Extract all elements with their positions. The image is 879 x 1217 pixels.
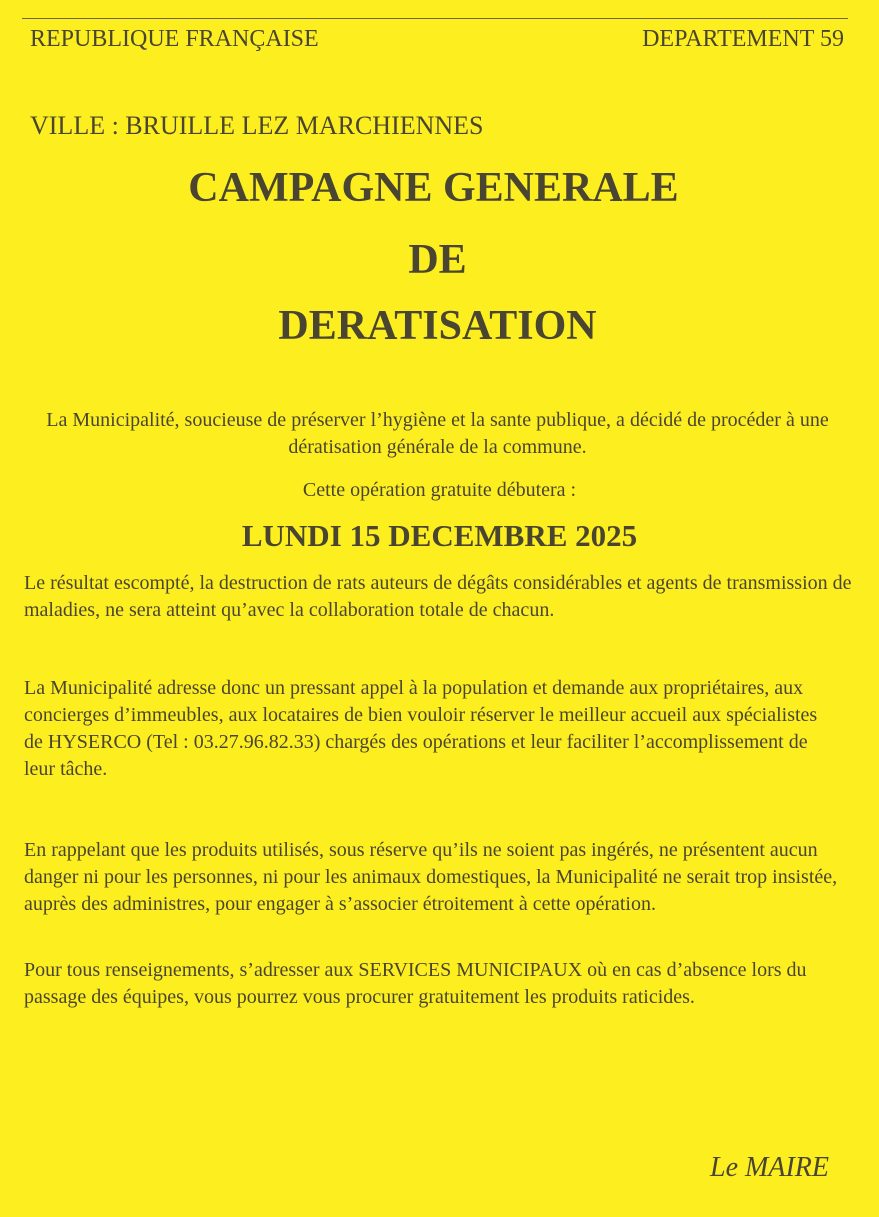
campaign-date: LUNDI 15 DECEMBRE 2025 (241, 518, 638, 553)
mayor-signature: Le MAIRE (710, 1152, 829, 1183)
result-paragraph: Le résultat escompté, la destruction de rats auteurs de dégâts considérables et agents de transmission de maladies, ne sera atteint qu’avec la collaboration totale de chacun. (24, 572, 852, 621)
title-line-3: DERATISATION (278, 303, 597, 349)
title-line-2: DE (408, 237, 467, 283)
appeal-paragraph: La Municipalité adresse donc un pressant appel à la population et demande aux propriétaires, aux concierges d’immeubles, aux locataires de bien vouloir réserver le meilleur accueil aux spécialistes de HYSERCO (Tel : 03.27.96.82.33) chargés des opérations et leur faciliter l’accomplissement de leur tâche. (24, 677, 818, 780)
title-line-1: CAMPAGNE GENERALE (188, 165, 679, 211)
top-rule-divider (22, 18, 848, 19)
header-department: DEPARTEMENT 59 (642, 26, 844, 52)
reminder-paragraph: En rappelant que les produits utilisés, sous réserve qu’ils ne soient pas ingérés, ne présentent aucun danger ni pour les personnes, ni pour les animaux domestiques, la Municipalité ne serait trop insistée, auprès des administres, pour engager à s’associer étroitement à cette opération. (24, 839, 838, 915)
header-republic: REPUBLIQUE FRANÇAISE (30, 26, 319, 52)
start-announcement: Cette opération gratuite débutera : (302, 479, 577, 501)
info-paragraph: Pour tous renseignements, s’adresser aux SERVICES MUNICIPAUX où en cas d’absence lors du passage des équipes, vous pourrez vous procurer gratuitement les produits raticides. (24, 959, 807, 1008)
city-line: VILLE : BRUILLE LEZ MARCHIENNES (30, 111, 484, 140)
intro-paragraph: La Municipalité, soucieuse de préserver l’hygiène et la sante publique, a décidé de procéder à une dératisation générale de la commune. (46, 409, 829, 458)
